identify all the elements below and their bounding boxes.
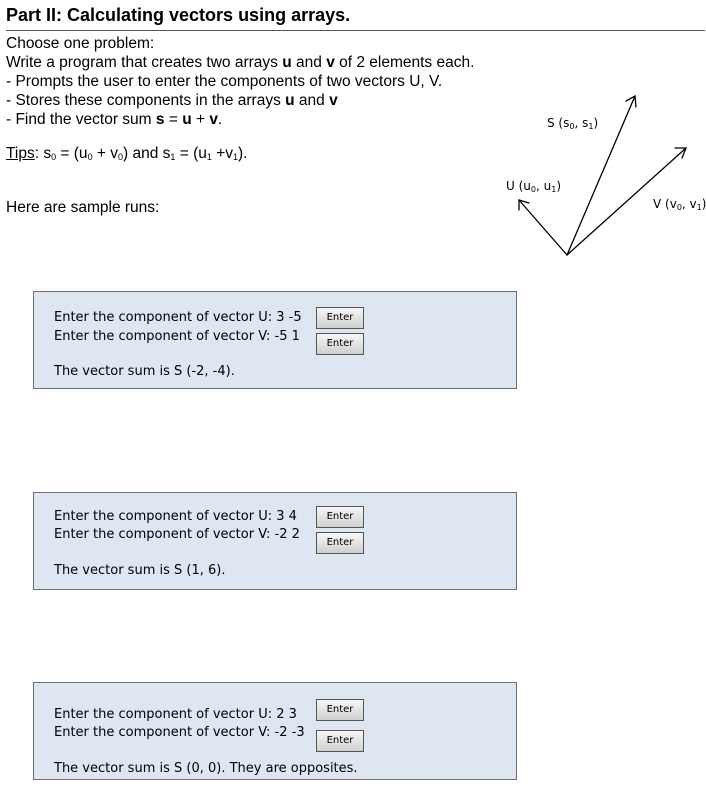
prompt-vector-v: Enter the component of vector V: -2 2 (54, 527, 300, 542)
intro-line: - Stores these components in the arrays u and v (6, 92, 338, 109)
sample-run-panel-1 (33, 291, 517, 389)
sample-run-panel-2 (33, 492, 517, 590)
enter-button-u[interactable]: Enter (316, 506, 364, 528)
vector-u-arrow (519, 200, 567, 255)
sample-run-panel-3 (33, 682, 517, 780)
intro-line: Write a program that creates two arrays u and v of 2 elements each. (6, 54, 475, 71)
intro-line: - Prompts the user to enter the components of two vectors U, V. (6, 73, 443, 90)
vector-u-label: U ($u_0$, $u_1$) (506, 179, 561, 194)
vector-sum-result: The vector sum is S (-2, -4). (54, 364, 235, 379)
vector-arrows (490, 85, 705, 260)
intro-line: - Find the vector sum s = u + v. (6, 111, 223, 128)
prompt-vector-u: Enter the component of vector U: 3 -5 (54, 310, 302, 325)
prompt-vector-v: Enter the component of vector V: -5 1 (54, 329, 300, 344)
enter-button-v[interactable]: Enter (316, 730, 364, 752)
vector-sum-result: The vector sum is S (1, 6). (54, 563, 226, 578)
enter-button-v[interactable]: Enter (316, 333, 364, 355)
enter-button-v[interactable]: Enter (316, 532, 364, 554)
page-title: Part II: Calculating vectors using arrays. (6, 5, 351, 25)
enter-button-u[interactable]: Enter (316, 307, 364, 329)
enter-button-u[interactable]: Enter (316, 699, 364, 721)
sample-runs-label: Here are sample runs: (6, 199, 160, 216)
vector-s-label: S ($s_0$, $s_1$) (547, 116, 599, 131)
intro-line: Choose one problem: (6, 35, 155, 52)
prompt-vector-v: Enter the component of vector V: -2 -3 (54, 725, 305, 740)
vector-sum-result: The vector sum is S (0, 0). They are opposites. (54, 761, 358, 776)
vector-v-label: V ($v_0$, $v_1$) (653, 197, 706, 212)
tips-line: Tips: $s_0 = (u_0 + v_0)$ and $s_1 = (u_1 +v_1)$. (6, 145, 248, 162)
prompt-vector-u: Enter the component of vector U: 2 3 (54, 707, 297, 722)
prompt-vector-u: Enter the component of vector U: 3 4 (54, 509, 297, 524)
vector-diagram (490, 85, 705, 260)
problem-description (6, 34, 474, 129)
title-divider (6, 30, 705, 31)
